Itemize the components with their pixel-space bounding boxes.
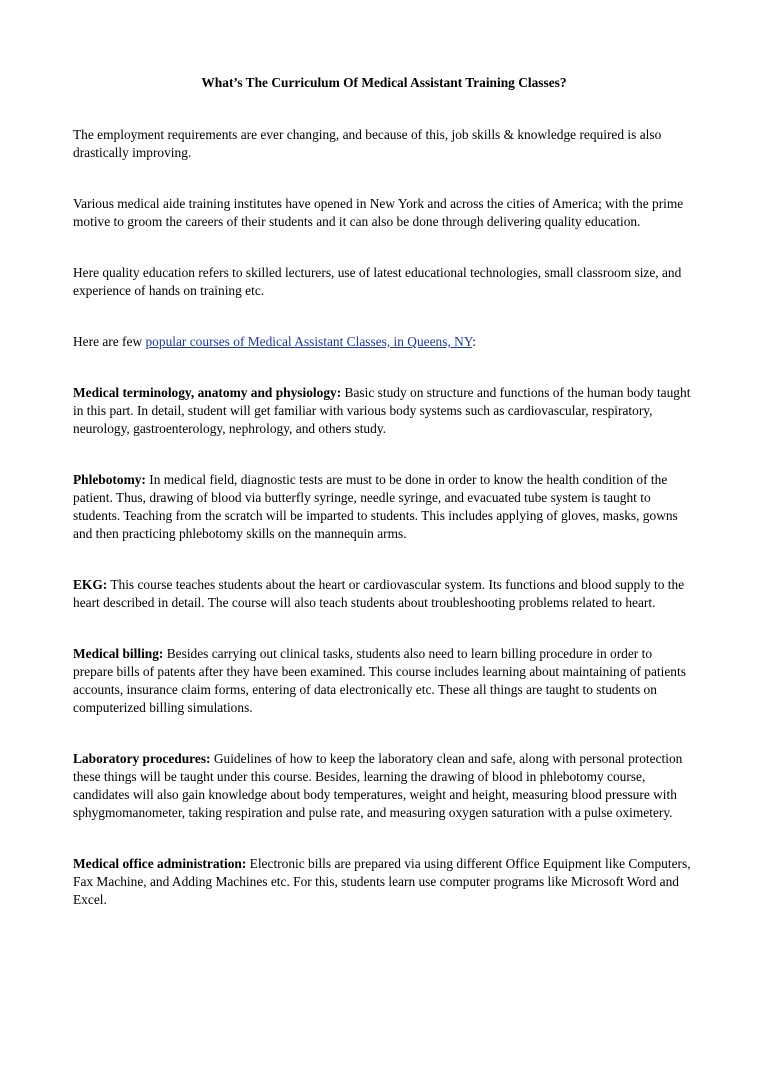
section-term: Medical billing: (73, 646, 164, 661)
document-page (73, 74, 695, 942)
section-ekg (73, 576, 695, 612)
section-term: Phlebotomy: (73, 472, 146, 487)
section-text: Electronic bills are prepared via using different Office Equipment like Computers, Fax Machine, and Adding Machines etc. For this, students learn use computer programs like Microsoft Word and Excel. (73, 856, 691, 907)
section-text: Basic study on structure and functions of the human body taught in this part. In detail, student will get familiar with various body systems such as cardiovascular, respiratory, neurology, gastroenterology, nephrology, and others study. (73, 385, 691, 436)
section-medical-billing (73, 645, 695, 717)
section-medical-terminology (73, 384, 695, 438)
intro-paragraph-1: The employment requirements are ever changing, and because of this, job skills & knowledge required is also drastically improving. (73, 127, 662, 160)
section-term: Medical office administration: (73, 856, 247, 871)
section-term: Laboratory procedures: (73, 751, 211, 766)
section-medical-office-administration (73, 855, 695, 909)
section-phlebotomy (73, 471, 695, 543)
courses-intro-suffix: : (472, 334, 477, 349)
intro-paragraph-3: Here quality education refers to skilled lecturers, use of latest educational technologies, small classroom size, and experience of hands on training etc. (73, 265, 682, 298)
section-term: EKG: (73, 577, 108, 592)
courses-link[interactable]: popular courses of Medical Assistant Classes, in Queens, NY (145, 334, 473, 349)
section-text: Besides carrying out clinical tasks, students also need to learn billing procedure in order to prepare bills of patents after they have been examined. This course includes learning about maintaining of patients accounts, insurance claim forms, entering of data electronically etc. These all things are taught to students on computerized billing simulations. (73, 646, 686, 715)
section-text: This course teaches students about the heart or cardiovascular system. Its functions and blood supply to the heart described in detail. The course will also teach students about troubleshooting problems related to heart. (73, 577, 685, 610)
courses-intro-paragraph (73, 333, 695, 351)
intro-paragraph-2: Various medical aide training institutes have opened in New York and across the cities of America; with the prime motive to groom the careers of their students and it can also be done through delivering quality education. (73, 196, 684, 229)
section-laboratory-procedures (73, 750, 695, 822)
section-term: Medical terminology, anatomy and physiology: (73, 385, 342, 400)
courses-intro-prefix: Here are few (73, 334, 146, 349)
document-title: What’s The Curriculum Of Medical Assistant Training Classes? (201, 75, 567, 90)
section-text: In medical field, diagnostic tests are must to be done in order to know the health condition of the patient. Thus, drawing of blood via butterfly syringe, needle syringe, and evacuated tube system is taught to students. Teaching from the scratch will be imparted to students. This includes applying of gloves, masks, gowns and then practicing phlebotomy skills on the mannequin arms. (73, 472, 678, 541)
section-text: Guidelines of how to keep the laboratory clean and safe, along with personal protection these things will be taught under this course. Besides, learning the drawing of blood in phlebotomy course, candidates will also gain knowledge about body temperatures, weight and height, measuring blood pressure with sphygmomanometer, taking respiration and pulse rate, and measuring oxygen saturation with a pulse oximetery. (73, 751, 683, 820)
